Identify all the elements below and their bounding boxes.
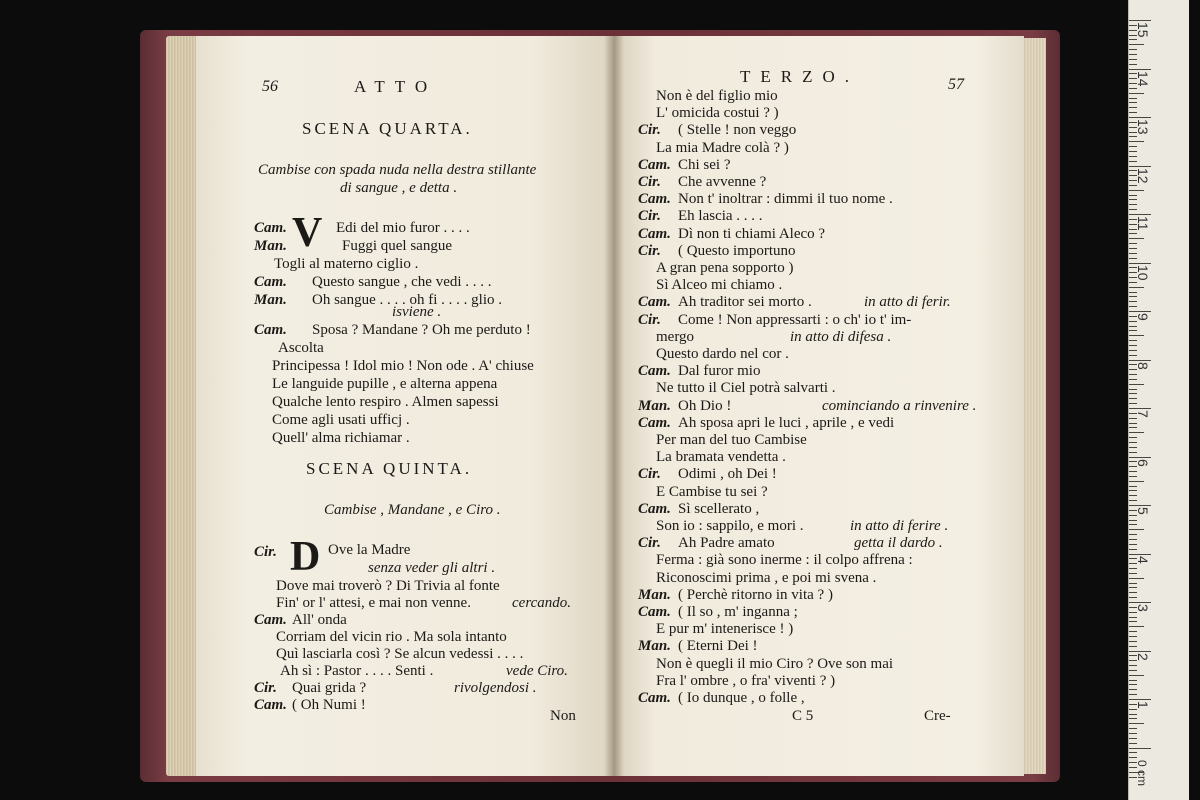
- verse-line: Ne tutto il Ciel potrà salvarti .: [656, 380, 836, 397]
- speaker-label: Cir.: [254, 544, 277, 560]
- verse-line: Qualche lento respiro . Almen sapessi: [272, 394, 499, 410]
- scene4-direction-line: di sangue , e detta .: [340, 180, 458, 196]
- scene5-title: SCENA QUINTA.: [306, 459, 473, 478]
- speaker-label: Cam.: [254, 220, 287, 236]
- verse-line: Come ! Non appressarti : o ch' io t' im-: [678, 311, 912, 328]
- left-running-header: ATTO: [354, 77, 438, 96]
- drop-cap: V: [292, 210, 323, 256]
- verse-line: ( Eterni Dei !: [678, 638, 758, 655]
- ruler-tick: [1129, 554, 1151, 555]
- book-gutter: [604, 36, 624, 776]
- right-page-number: 57: [948, 76, 964, 93]
- ruler-number: 2: [1135, 652, 1151, 661]
- verse-line: Odimi , oh Dei !: [678, 466, 777, 483]
- verse-line: ( Stelle ! non veggo: [678, 122, 797, 139]
- speaker-label: Cir.: [638, 311, 661, 328]
- speaker-label: Cir.: [638, 208, 661, 225]
- ruler-tick: [1129, 355, 1137, 356]
- ruler-tick: [1129, 166, 1151, 167]
- ruler-number: 8: [1135, 361, 1151, 370]
- stage-direction: vede Ciro.: [506, 663, 568, 679]
- verse-line: Ferma : già sono inerme : il colpo affrena :: [656, 552, 913, 569]
- speaker-label: Cam.: [254, 274, 287, 290]
- ruler-tick: [1129, 20, 1151, 21]
- verse-line: A gran pena sopporto ): [656, 260, 794, 276]
- verse-line: Eh lascia . . . .: [678, 208, 763, 225]
- ruler-tick: [1129, 646, 1137, 647]
- verse-line: Come agli usati ufficj .: [272, 412, 410, 428]
- speaker-label: Cam.: [638, 500, 671, 517]
- verse-line: Quì lasciarla così ? Se alcun vedessi . . . .: [276, 646, 524, 662]
- ruler-tick: [1129, 500, 1137, 501]
- verse-line: Dì non ti chiami Aleco ?: [678, 225, 826, 242]
- drop-cap: D: [290, 534, 321, 580]
- verse-line: E pur m' intenerisce ! ): [656, 621, 794, 638]
- ruler-number: 14: [1135, 70, 1151, 87]
- catchword: Cre-: [924, 708, 951, 724]
- verse-line: Sì scellerato ,: [678, 500, 760, 517]
- verse-line: Ah traditor sei morto .: [678, 294, 812, 311]
- ruler-tick: [1129, 699, 1151, 700]
- ruler-number: 10: [1135, 264, 1151, 281]
- speaker-label: Cam.: [638, 414, 671, 431]
- stage-direction: senza veder gli altri .: [368, 560, 496, 576]
- ruler-tick: [1129, 161, 1137, 162]
- speaker-label: Cam.: [638, 156, 671, 173]
- ruler-number: 4: [1135, 555, 1151, 564]
- stage-direction: cominciando a rinvenire .: [822, 397, 977, 414]
- verse-line: ( Io dunque , o folle ,: [678, 690, 805, 706]
- ruler-tick: [1129, 743, 1137, 744]
- verse-line: E Cambise tu sei ?: [656, 483, 768, 500]
- verse-line: Oh sangue . . . . oh fi . . . . glio .: [312, 292, 502, 308]
- speaker-label: Cam.: [638, 225, 671, 242]
- ruler-tick: [1129, 263, 1151, 264]
- verse-line: Principessa ! Idol mio ! Non ode . A' chiuse: [272, 358, 534, 374]
- verse-line: ( Oh Numi !: [292, 697, 366, 713]
- ruler-tick: [1129, 360, 1151, 361]
- verse-line: Ah Padre amato: [678, 535, 775, 552]
- verse-line: Togli al materno ciglio .: [274, 256, 419, 272]
- verse-line: Edi del mio furor . . . .: [336, 220, 470, 236]
- ruler-tick: [1129, 408, 1151, 409]
- speaker-label: Cam.: [638, 363, 671, 380]
- speaker-label: Man.: [254, 292, 287, 308]
- verse-line: Fuggi quel sangue: [342, 238, 452, 254]
- verse-line: Non è del figlio mio: [656, 88, 778, 104]
- ruler-tick: [1129, 757, 1137, 758]
- measuring-ruler: [1128, 0, 1189, 800]
- signature-mark: C 5: [792, 708, 814, 724]
- speaker-label: Cir.: [638, 535, 661, 552]
- speaker-label: Cam.: [638, 690, 671, 706]
- verse-line: La bramata vendetta .: [656, 449, 786, 466]
- ruler-tick: [1129, 597, 1137, 598]
- ruler-tick: [1129, 457, 1151, 458]
- ruler-number: 15: [1135, 22, 1151, 38]
- ruler-tick: [1129, 258, 1137, 259]
- ruler-tick: [1129, 452, 1137, 453]
- verse-line: Per man del tuo Cambise: [656, 432, 807, 448]
- ruler-tick: [1129, 602, 1151, 603]
- verse-line: Dal furor mio: [678, 363, 761, 380]
- scene5-direction: Cambise , Mandane , e Ciro .: [324, 502, 501, 518]
- speaker-label: Man.: [638, 586, 671, 603]
- ruler-tick: [1129, 311, 1151, 312]
- ruler-tick: [1129, 306, 1137, 307]
- verse-line: La mia Madre colà ? ): [656, 139, 789, 156]
- ruler-tick: [1129, 748, 1151, 749]
- speaker-label: Man.: [638, 397, 671, 414]
- verse-line: ( Il so , m' inganna ;: [678, 604, 798, 620]
- speaker-label: Cam.: [638, 191, 671, 208]
- ruler-number: 6: [1135, 458, 1151, 467]
- ruler-tick: [1129, 64, 1137, 65]
- verse-line: Le languide pupille , e alterna appena: [272, 376, 498, 392]
- ruler-tick: [1129, 214, 1151, 215]
- verse-line: Dove mai troverò ? Di Trivia al fonte: [276, 578, 500, 594]
- speaker-label: Cam.: [638, 294, 671, 311]
- left-page-number: 56: [262, 78, 278, 95]
- speaker-label: Cir.: [254, 680, 277, 696]
- speaker-label: Cir.: [638, 242, 661, 259]
- verse-line: Questo sangue , che vedi . . . .: [312, 274, 492, 290]
- ruler-number: 7: [1135, 410, 1151, 418]
- ruler-tick: [1129, 112, 1137, 113]
- verse-line: Quell' alma richiamar .: [272, 430, 410, 446]
- ruler-tick: [1129, 209, 1137, 210]
- verse-line: Questo dardo nel cor .: [656, 346, 789, 362]
- verse-line: Non è quegli il mio Ciro ? Ove son mai: [656, 655, 894, 672]
- speaker-label: Cam.: [254, 322, 287, 338]
- verse-line: Ah sì : Pastor . . . . Senti .: [280, 663, 434, 679]
- verse-line: Fin' or l' attesi, e mai non venne.: [276, 595, 471, 611]
- verse-line: Non t' inoltrar : dimmi il tuo nome .: [678, 191, 893, 208]
- verse-line: Sposa ? Mandane ? Oh me perduto !: [312, 322, 531, 338]
- verse-line: Oh Dio !: [678, 397, 732, 414]
- verse-line: Ove la Madre: [328, 542, 411, 558]
- verse-line: All' onda: [292, 612, 347, 628]
- ruler-number: 11: [1135, 216, 1151, 231]
- speaker-label: Cir.: [638, 174, 661, 190]
- ruler-number: 9: [1135, 313, 1151, 321]
- scene4-title: SCENA QUARTA.: [302, 119, 473, 138]
- stage-direction: in atto di ferir.: [864, 294, 951, 311]
- speaker-label: Cam.: [254, 612, 287, 628]
- ruler-tick: [1129, 651, 1151, 652]
- ruler-tick: [1129, 69, 1151, 70]
- ruler-number: 3: [1135, 604, 1151, 612]
- ruler-number: 13: [1135, 119, 1151, 135]
- stage-direction: isviene .: [392, 304, 442, 320]
- scene4-direction-line: Cambise con spada nuda nella destra stillante: [258, 162, 537, 178]
- verse-line: Ah sposa apri le luci , aprile , e vedi: [678, 414, 895, 431]
- catchword: Non: [550, 708, 576, 724]
- stage-direction: rivolgendosi .: [454, 680, 537, 696]
- ruler-tick: [1129, 403, 1137, 404]
- speaker-label: Man.: [638, 638, 671, 655]
- right-page: [614, 36, 1024, 776]
- speaker-label: Man.: [254, 238, 287, 254]
- verse-line: Son io : sappilo, e mori .: [656, 518, 804, 534]
- ruler-number: 12: [1135, 167, 1151, 184]
- verse-line: Ascolta: [278, 340, 324, 356]
- left-page: [196, 36, 614, 776]
- ruler-unit-label: 0 cm: [1135, 760, 1149, 787]
- ruler-tick: [1129, 752, 1137, 753]
- verse-line: Chi sei ?: [678, 156, 731, 173]
- verse-line: Corriam del vicin rio . Ma sola intanto: [276, 629, 507, 645]
- ruler-tick: [1129, 549, 1137, 550]
- verse-line: Quai grida ?: [292, 680, 367, 696]
- right-running-header: TERZO.: [740, 67, 860, 86]
- speaker-label: Cir.: [638, 466, 661, 483]
- stage-direction: in atto di difesa .: [790, 328, 892, 345]
- stage-direction: getta il dardo .: [854, 535, 943, 552]
- stage-direction: cercando.: [512, 595, 572, 611]
- ruler-tick: [1129, 505, 1151, 506]
- speaker-label: Cir.: [638, 122, 661, 139]
- ruler-number: 1: [1135, 701, 1151, 709]
- verse-line: Riconoscimi prima , e poi mi svena .: [656, 569, 877, 586]
- verse-line: Sì Alceo mi chiamo .: [656, 277, 783, 294]
- verse-line: ( Questo importuno: [678, 242, 796, 259]
- verse-line: mergo: [656, 328, 695, 345]
- verse-line: Fra l' ombre , o fra' viventi ? ): [656, 672, 836, 689]
- ruler-tick: [1129, 694, 1137, 695]
- verse-line: Che avvenne ?: [678, 174, 767, 190]
- verse-line: L' omicida costui ? ): [656, 105, 779, 122]
- speaker-label: Cam.: [254, 697, 287, 713]
- ruler-number: 5: [1135, 507, 1151, 515]
- stage-direction: in atto di ferire .: [850, 518, 949, 534]
- ruler-tick: [1129, 117, 1151, 118]
- verse-line: ( Perchè ritorno in vita ? ): [678, 586, 833, 603]
- speaker-label: Cam.: [638, 604, 671, 620]
